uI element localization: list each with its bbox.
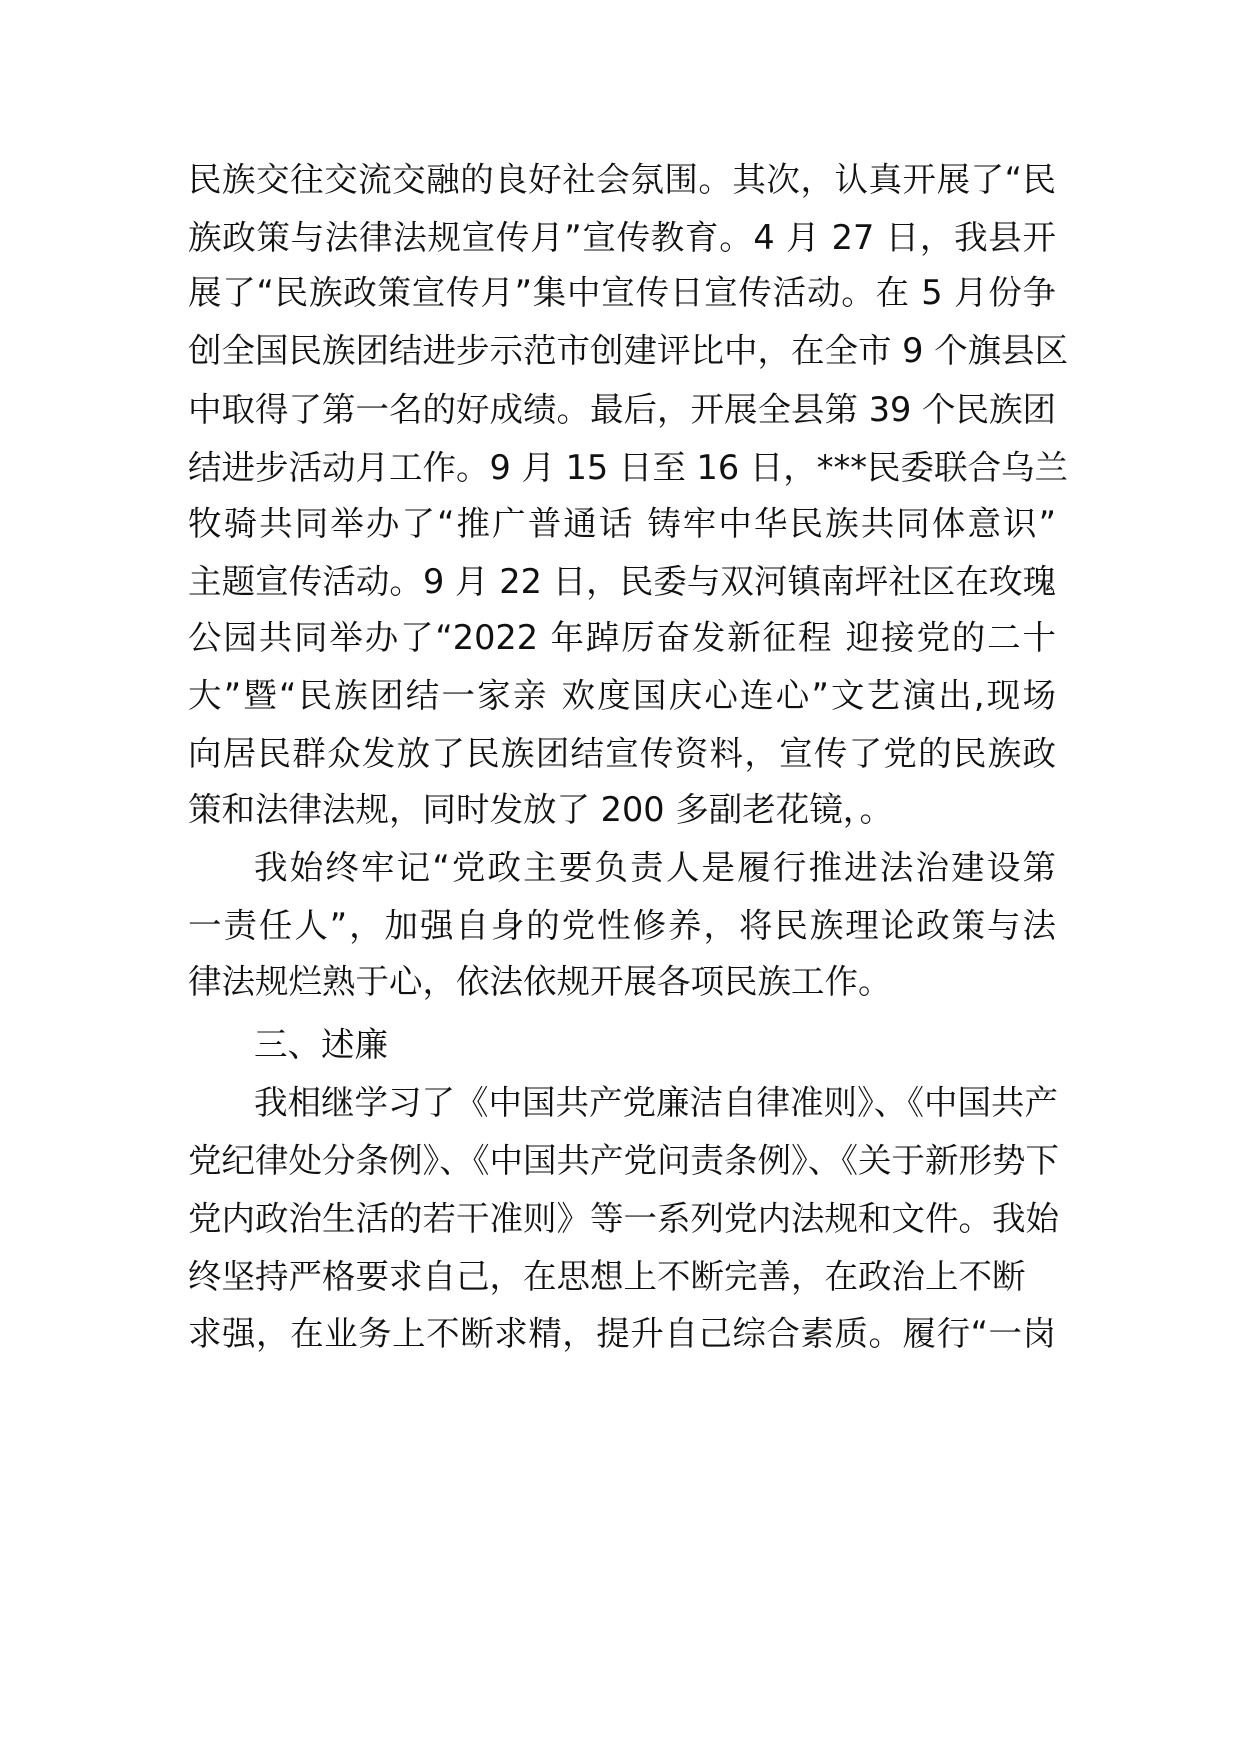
text-line-12: 策和法律法规，同时发放了 200 多副老花镜，。 (188, 790, 893, 829)
text-line-13: 我始终牢记“党政主要负责人是履行推进法治建设第 (254, 848, 1056, 887)
text-line-11: 向居民群众发放了民族团结宣传资料，宣传了党的民族政 (188, 734, 1056, 773)
text-line-6: 结进步活动月工作。9 月 15 日至 16 日，***民委联合乌兰 (188, 448, 1069, 487)
text-line-2: 族政策与法律法规宣传月”宣传教育。4 月 27 日，我县开 (188, 218, 1056, 257)
text-line-18: 党纪律处分条例》、《中国共产党问责条例》、《关于新形势下 (188, 1141, 1059, 1180)
section-heading: 三、述廉 (254, 1025, 388, 1064)
text-line-10: 大”暨“民族团结一家亲 欢度国庆心连心”文艺演出,现场 (188, 676, 1056, 715)
text-line-5: 中取得了第一名的好成绩。最后，开展全县第 39 个民族团 (188, 390, 1056, 429)
text-line-1: 民族交往交流交融的良好社会氛围。其次，认真开展了“民 (188, 160, 1056, 199)
text-line-7: 牧骑共同举办了“推广普通话 铸牢中华民族共同体意识” (188, 504, 1056, 543)
text-line-15: 律法规烂熟于心，依法依规开展各项民族工作。 (188, 962, 892, 1001)
text-line-14: 一责任人”，加强自身的党性修养，将民族理论政策与法 (188, 906, 1056, 945)
text-line-4: 创全国民族团结进步示范市创建评比中，在全市 9 个旗县区 (188, 331, 1069, 370)
text-line-9: 公园共同举办了“2022 年踔厉奋发新征程 迎接党的二十 (188, 618, 1056, 657)
text-line-3: 展了“民族政策宣传月”集中宣传日宣传活动。在 5 月份争 (188, 273, 1056, 312)
text-line-19: 党内政治生活的若干准则》等一系列党内法规和文件。我始 (188, 1199, 1059, 1238)
text-line-8: 主题宣传活动。9 月 22 日，民委与双河镇南坪社区在玫瑰 (188, 562, 1056, 601)
text-line-20: 终坚持严格要求自己，在思想上不断完善，在政治上不断 (188, 1257, 1026, 1296)
text-line-17: 我相继学习了《中国共产党廉洁自律准则》、《中国共产 (254, 1083, 1058, 1122)
text-line-21: 求强，在业务上不断求精，提升自己综合素质。履行“一岗 (188, 1314, 1056, 1353)
